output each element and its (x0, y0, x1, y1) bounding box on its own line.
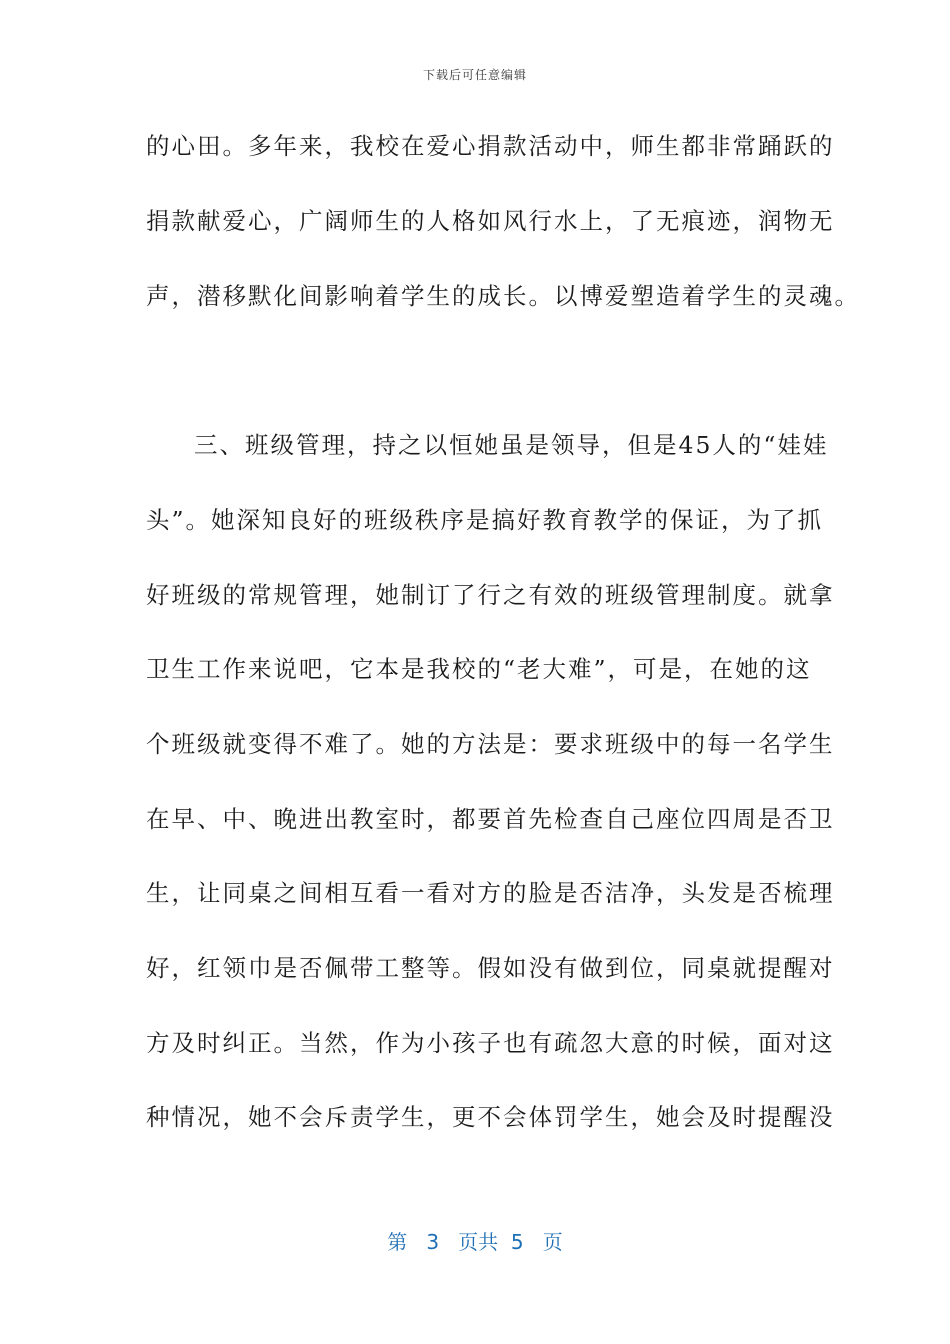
text-line: 卫生工作来说吧，它本是我校的“老大难”，可是，在她的这 (146, 655, 812, 683)
text-line: 头”。她深知良好的班级秩序是搞好教育教学的保证，为了抓 (146, 506, 824, 534)
text-line: 好班级的常规管理，她制订了行之有效的班级管理制度。就拿 (146, 581, 835, 609)
footer-label-of: 页共 (458, 1230, 499, 1254)
text-line: 生，让同桌之间相互看一看对方的脸是否洁净，头发是否梳理 (146, 879, 835, 907)
text-line: 好，红领巾是否佩带工整等。假如没有做到位，同桌就提醒对 (146, 954, 835, 982)
text-line: 声，潜移默化间影响着学生的成长。以博爱塑造着学生的灵魂。 (146, 282, 860, 310)
section-heading-line: 三、班级管理，持之以恒她虽是领导，但是45人的“娃娃 (194, 431, 829, 459)
current-page-number: 3 (426, 1230, 440, 1254)
text-line: 种情况，她不会斥责学生，更不会体罚学生，她会及时提醒没 (146, 1103, 835, 1131)
text-line: 的心田。多年来，我校在爱心捐款活动中，师生都非常踊跃的 (146, 132, 835, 160)
text-line: 个班级就变得不难了。她的方法是：要求班级中的每一名学生 (146, 730, 835, 758)
total-pages-number: 5 (510, 1230, 524, 1254)
page-footer (0, 1226, 950, 1255)
text-line: 方及时纠正。当然，作为小孩子也有疏忽大意的时候，面对这 (146, 1029, 835, 1057)
footer-label-page: 第 (387, 1230, 408, 1254)
text-line: 在早、中、晚进出教室时，都要首先检查自己座位四周是否卫 (146, 805, 835, 833)
text-line: 捐款献爱心，广阔师生的人格如风行水上，了无痕迹，润物无 (146, 207, 835, 235)
footer-label-end: 页 (542, 1230, 563, 1254)
header-note: 下载后可任意编辑 (422, 68, 527, 82)
